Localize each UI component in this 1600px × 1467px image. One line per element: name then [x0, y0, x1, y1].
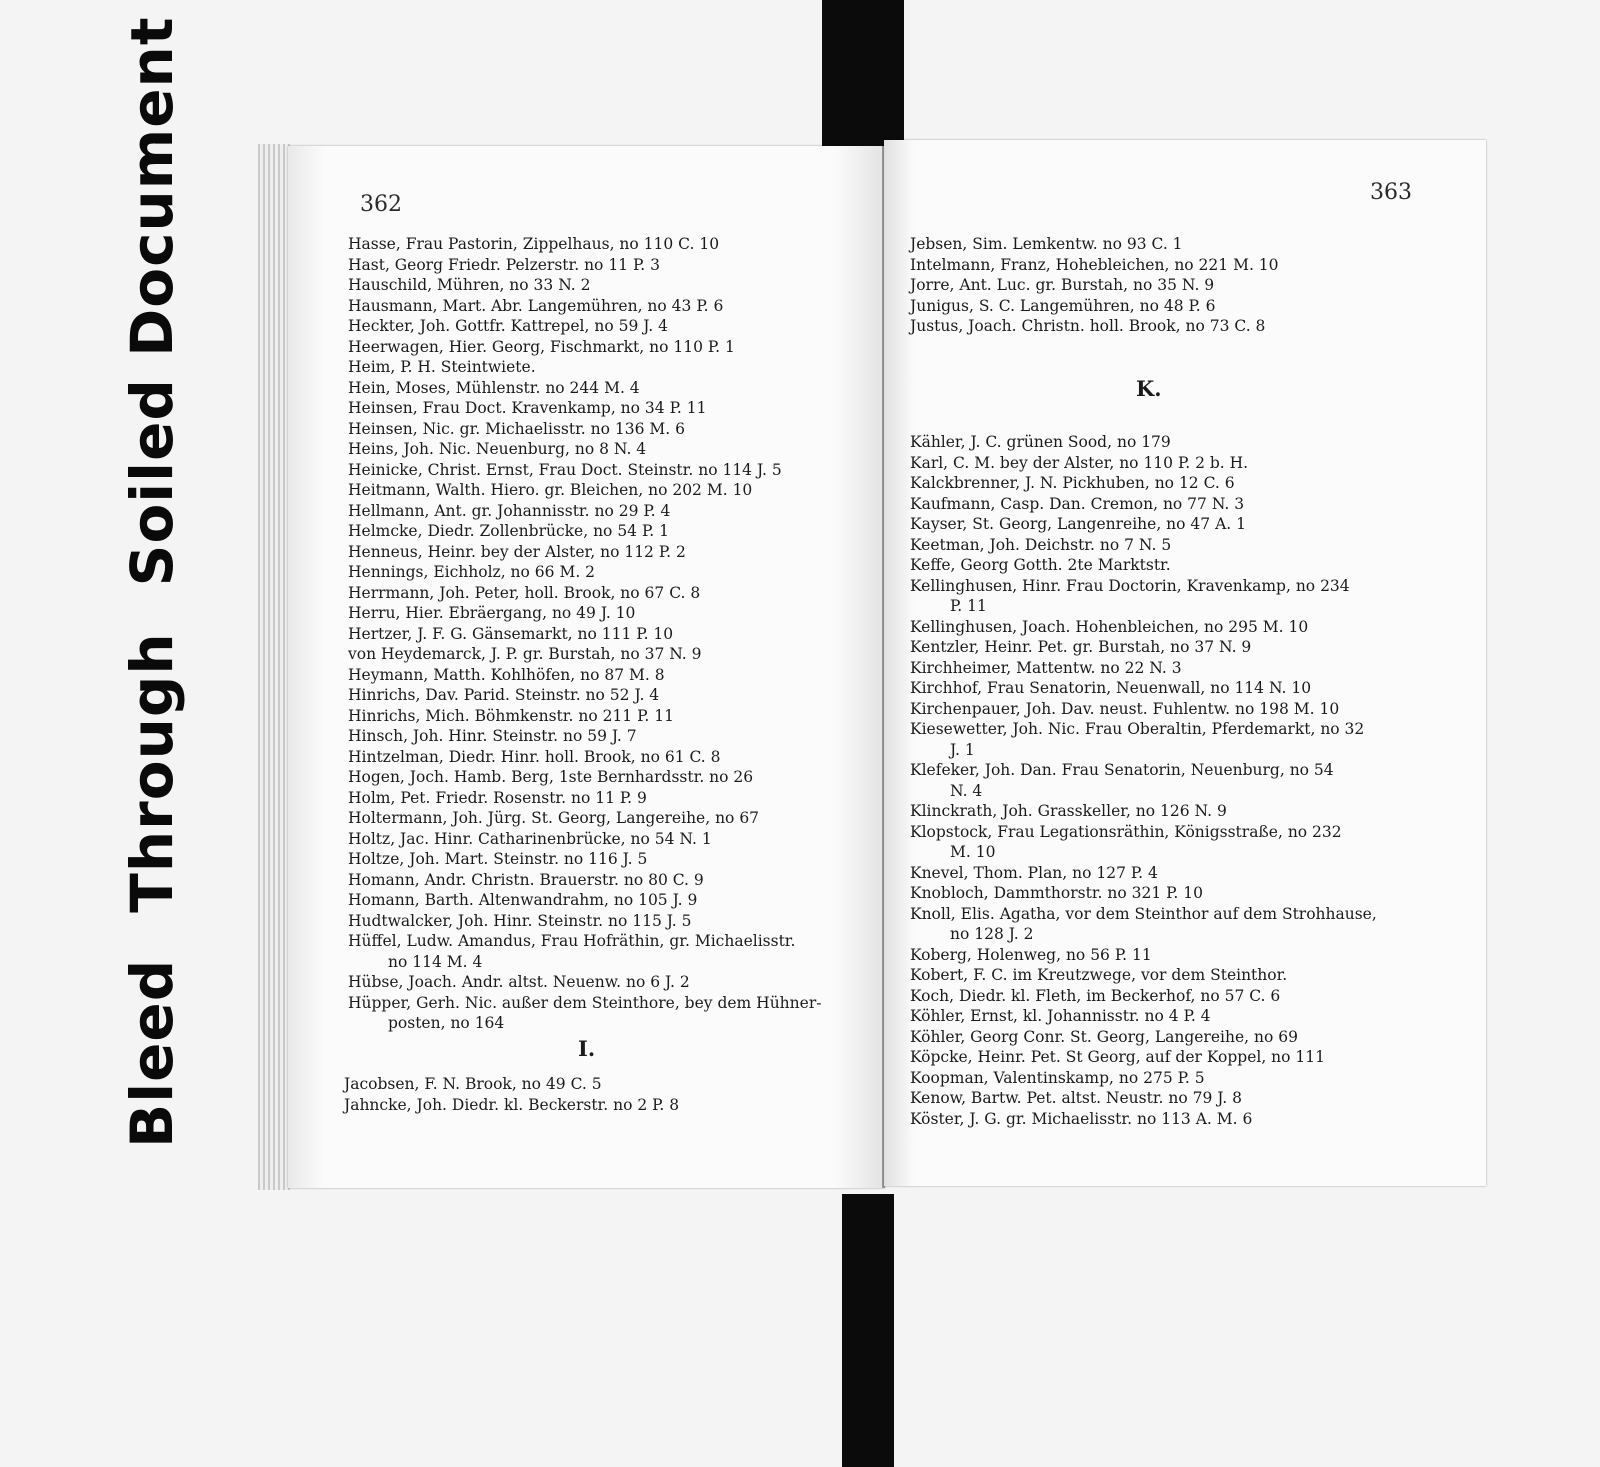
directory-entry: Jorre, Ant. Luc. gr. Burstah, no 35 N. 9 [910, 276, 1215, 294]
directory-entry: Keetman, Joh. Deichstr. no 7 N. 5 [910, 535, 1172, 554]
section-heading-i: I. [578, 1036, 596, 1061]
directory-list-j-cont [910, 234, 1279, 337]
watermark-word-bleed: Bleed [118, 958, 186, 1148]
directory-entry: Kiesewetter, Joh. Nic. Frau Oberaltin, Pferdemarkt, no 32 [910, 720, 1365, 738]
directory-entry: Kirchheimer, Mattentw. no 22 N. 3 [910, 658, 1182, 677]
left-page [288, 146, 885, 1188]
directory-entry: Koberg, Holenweg, no 56 P. 11 [910, 945, 1152, 964]
page-number: 363 [1370, 180, 1412, 205]
directory-entry: Köster, J. G. gr. Michaelisstr. no 113 A. M. 6 [910, 1109, 1253, 1128]
directory-entry: Kirchhof, Frau Senatorin, Neuenwall, no 114 N. 10 [910, 679, 1312, 697]
directory-entry: Henneus, Heinr. bey der Alster, no 112 P. 2 [348, 542, 686, 561]
directory-entry: Heins, Joh. Nic. Neuenburg, no 8 N. 4 [348, 440, 647, 458]
directory-entry: P. 11 [950, 597, 987, 615]
directory-entry: Justus, Joach. Christn. holl. Brook, no 73 C. 8 [910, 317, 1266, 335]
directory-entry: Hübse, Joach. Andr. altst. Neuenw. no 6 J. 2 [348, 973, 690, 991]
page-edge-stack [258, 144, 290, 1190]
directory-entry: Homann, Andr. Christn. Brauerstr. no 80 C. 9 [348, 870, 704, 889]
directory-entry: Hüpper, Gerh. Nic. außer dem Steinthore, bey dem Hühner- [348, 993, 822, 1012]
directory-entry: Heerwagen, Hier. Georg, Fischmarkt, no 110 P. 1 [348, 337, 735, 356]
directory-list-k [910, 432, 1377, 1129]
directory-entry: Hellmann, Ant. gr. Johannisstr. no 29 P. 4 [348, 501, 671, 520]
watermark-word-through: Through [118, 632, 186, 913]
directory-entry: Köhler, Ernst, kl. Johannisstr. no 4 P. 4 [910, 1007, 1211, 1025]
directory-entry: Helmcke, Diedr. Zollenbrücke, no 54 P. 1 [348, 522, 669, 540]
directory-entry: Kayser, St. Georg, Langenreihe, no 47 A. 1 [910, 515, 1246, 533]
directory-entry: no 128 J. 2 [950, 925, 1034, 943]
directory-entry: Koopman, Valentinskamp, no 275 P. 5 [910, 1068, 1205, 1087]
directory-entry: Jacobsen, F. N. Brook, no 49 C. 5 [344, 1075, 602, 1093]
directory-entry: posten, no 164 [388, 1014, 505, 1032]
directory-entry: Hogen, Joch. Hamb. Berg, 1ste Bernhardsstr. no 26 [348, 768, 754, 786]
directory-entry: Hüffel, Ludw. Amandus, Frau Hofräthin, gr. Michaelisstr. [348, 932, 796, 950]
directory-entry: Hudtwalcker, Joh. Hinr. Steinstr. no 115 J. 5 [348, 911, 692, 930]
directory-entry: Kenow, Bartw. Pet. altst. Neustr. no 79 J. 8 [910, 1089, 1243, 1107]
directory-entry: Knoll, Elis. Agatha, vor dem Steinthor auf dem Strohhause, [910, 904, 1377, 923]
directory-entry: Heitmann, Walth. Hiero. gr. Bleichen, no 202 M. 10 [348, 481, 753, 499]
directory-entry: Kobert, F. C. im Kreutzwege, vor dem Steinthor. [910, 966, 1288, 984]
directory-entry: Knevel, Thom. Plan, no 127 P. 4 [910, 863, 1158, 882]
directory-entry: Kalckbrenner, J. N. Pickhuben, no 12 C. 6 [910, 474, 1235, 492]
directory-entry: Heckter, Joh. Gottfr. Kattrepel, no 59 J. 4 [348, 317, 668, 335]
directory-entry: Intelmann, Franz, Hohebleichen, no 221 M. 10 [910, 255, 1279, 274]
directory-entry: Knobloch, Dammthorstr. no 321 P. 10 [910, 884, 1204, 902]
binding-strip-bottom [842, 1194, 894, 1467]
directory-entry: Holtermann, Joh. Jürg. St. Georg, Langereihe, no 67 [348, 809, 760, 827]
directory-entry: Holtz, Jac. Hinr. Catharinenbrücke, no 54 N. 1 [348, 829, 712, 848]
directory-entry: Herru, Hier. Ebräergang, no 49 J. 10 [348, 604, 636, 622]
directory-entry: Kellinghusen, Hinr. Frau Doctorin, Kravenkamp, no 234 [910, 576, 1350, 595]
directory-entry: Heinicke, Christ. Ernst, Frau Doct. Steinstr. no 114 J. 5 [348, 460, 782, 479]
directory-list-h [348, 234, 821, 1034]
directory-entry: Junigus, S. C. Langemühren, no 48 P. 6 [910, 296, 1216, 315]
directory-entry: Kirchenpauer, Joh. Dav. neust. Fuhlentw. no 198 M. 10 [910, 699, 1340, 718]
binding-strip-top [822, 0, 904, 156]
directory-entry: Hertzer, J. F. G. Gänsemarkt, no 111 P. 10 [348, 624, 674, 643]
directory-entry: Heymann, Matth. Kohlhöfen, no 87 M. 8 [348, 665, 665, 684]
directory-entry: N. 4 [950, 781, 983, 800]
directory-entry: Karl, C. M. bey der Alster, no 110 P. 2 b. H. [910, 453, 1249, 472]
directory-entry: Koch, Diedr. kl. Fleth, im Beckerhof, no 57 C. 6 [910, 986, 1281, 1005]
directory-entry: Hasse, Frau Pastorin, Zippelhaus, no 110 C. 10 [348, 235, 720, 253]
directory-entry: Hinrichs, Dav. Parid. Steinstr. no 52 J. 4 [348, 686, 660, 704]
directory-entry: Hintzelman, Diedr. Hinr. holl. Brook, no 61 C. 8 [348, 747, 721, 766]
directory-entry: Kaufmann, Casp. Dan. Cremon, no 77 N. 3 [910, 494, 1245, 513]
right-page [884, 140, 1486, 1186]
directory-entry: Hast, Georg Friedr. Pelzerstr. no 11 P. 3 [348, 255, 660, 274]
directory-entry: Holtze, Joh. Mart. Steinstr. no 116 J. 5 [348, 850, 648, 868]
directory-entry: Hausmann, Mart. Abr. Langemühren, no 43 P. 6 [348, 296, 724, 315]
directory-entry: Kähler, J. C. grünen Sood, no 179 [910, 433, 1171, 451]
directory-entry: Köpcke, Heinr. Pet. St Georg, auf der Koppel, no 111 [910, 1048, 1326, 1066]
directory-entry: Klinckrath, Joh. Grasskeller, no 126 N. 9 [910, 802, 1227, 820]
directory-entry: Kellinghusen, Joach. Hohenbleichen, no 295 M. 10 [910, 617, 1309, 636]
watermark-label [118, 16, 186, 1148]
watermark-word-soiled-document: Soiled Document [118, 16, 186, 587]
directory-list-j [344, 1074, 679, 1115]
page-number: 362 [360, 192, 402, 217]
directory-entry: Jebsen, Sim. Lemkentw. no 93 C. 1 [910, 235, 1183, 253]
directory-entry: Homann, Barth. Altenwandrahm, no 105 J. 9 [348, 891, 698, 909]
directory-entry: Hennings, Eichholz, no 66 M. 2 [348, 563, 596, 581]
directory-entry: Heinsen, Nic. gr. Michaelisstr. no 136 M. 6 [348, 419, 685, 438]
directory-entry: Hinsch, Joh. Hinr. Steinstr. no 59 J. 7 [348, 727, 637, 745]
directory-entry: Jahncke, Joh. Diedr. kl. Beckerstr. no 2 P. 8 [344, 1095, 680, 1114]
directory-entry: Klefeker, Joh. Dan. Frau Senatorin, Neuenburg, no 54 [910, 761, 1334, 779]
directory-entry: Kentzler, Heinr. Pet. gr. Burstah, no 37 N. 9 [910, 638, 1252, 656]
directory-entry: Herrmann, Joh. Peter, holl. Brook, no 67 C. 8 [348, 583, 701, 602]
directory-entry: Hauschild, Mühren, no 33 N. 2 [348, 276, 591, 294]
directory-entry: von Heydemarck, J. P. gr. Burstah, no 37 N. 9 [348, 645, 702, 663]
directory-entry: Keffe, Georg Gotth. 2te Marktstr. [910, 556, 1171, 574]
directory-entry: J. 1 [950, 740, 975, 759]
directory-entry: Klopstock, Frau Legationsräthin, Königsstraße, no 232 [910, 822, 1342, 841]
directory-entry: Hinrichs, Mich. Böhmkenstr. no 211 P. 11 [348, 706, 674, 725]
directory-entry: no 114 M. 4 [388, 952, 483, 971]
directory-entry: Heinsen, Frau Doct. Kravenkamp, no 34 P. 11 [348, 399, 707, 417]
directory-entry: Köhler, Georg Conr. St. Georg, Langereihe, no 69 [910, 1027, 1298, 1046]
directory-entry: Heim, P. H. Steintwiete. [348, 358, 536, 376]
directory-entry: Holm, Pet. Friedr. Rosenstr. no 11 P. 9 [348, 788, 647, 807]
directory-entry: Hein, Moses, Mühlenstr. no 244 M. 4 [348, 378, 640, 397]
directory-entry: M. 10 [950, 843, 996, 861]
section-heading-k: K. [1136, 376, 1162, 401]
